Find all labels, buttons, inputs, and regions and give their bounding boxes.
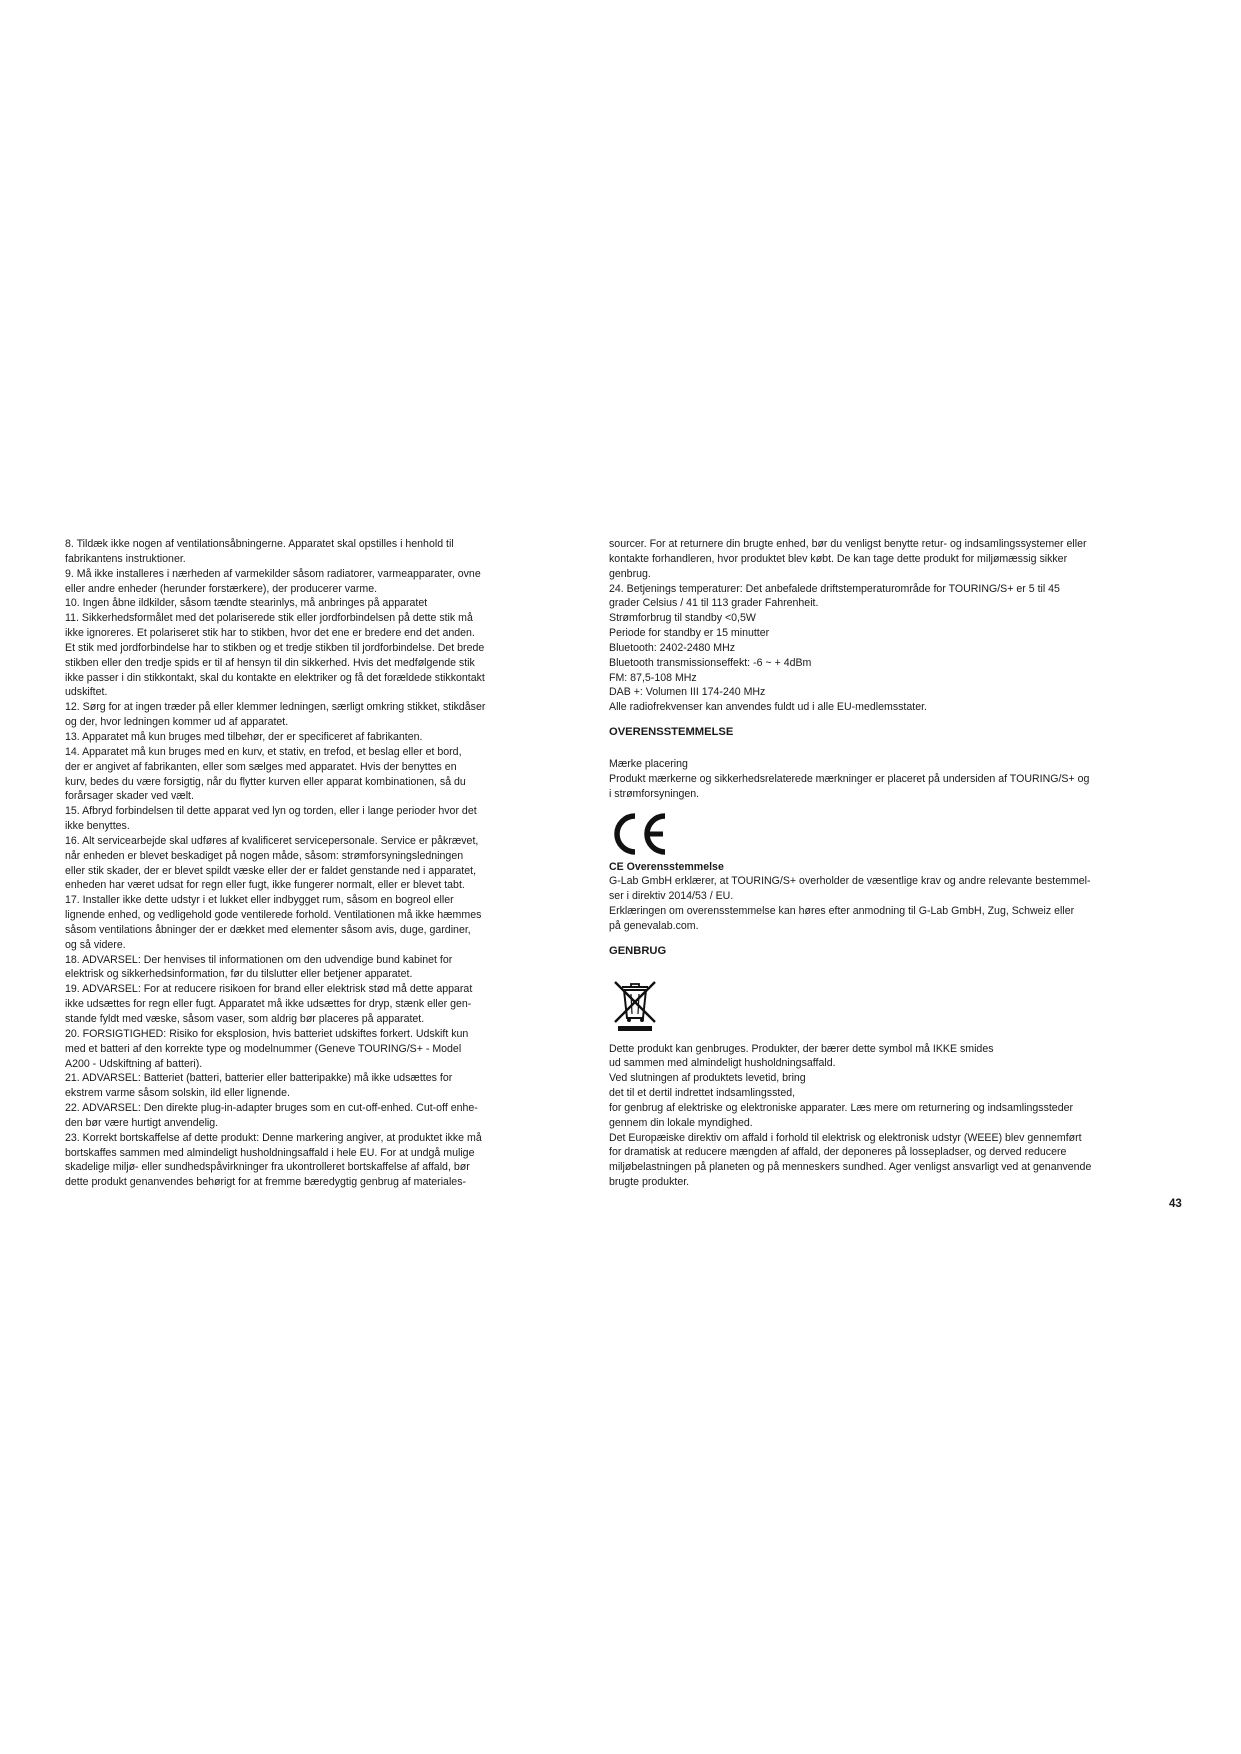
text-line: den bør være hurtigt anvendelig. bbox=[65, 1116, 219, 1129]
crossed-out-bin-icon bbox=[609, 976, 661, 1032]
text-line: skadelige miljø- eller sundhedspåvirkninger fra ukontrolleret bortskaffelse af affald, bør bbox=[65, 1161, 470, 1174]
text-line: Mærke placering bbox=[609, 757, 688, 770]
text-line: 13. Apparatet må kun bruges med tilbehør, der er specificeret af fabrikanten. bbox=[65, 730, 423, 743]
page-number: 43 bbox=[1169, 1198, 1182, 1210]
text-line: miljøbelastningen på planeten og på menneskers sundhed. Ager venligst ansvarligt ved at genanvende bbox=[609, 1161, 1092, 1174]
text-line: FM: 87,5-108 MHz bbox=[609, 671, 697, 684]
text-line: grader Celsius / 41 til 113 grader Fahrenheit. bbox=[609, 597, 819, 610]
text-line: 16. Alt servicearbejde skal udføres af kvalificeret servicepersonale. Service er påkrævet, bbox=[65, 834, 479, 847]
text-line: kontakte forhandleren, hvor produktet blev købt. De kan tage dette produkt for miljømæssig sikker bbox=[609, 552, 1068, 565]
text-line: 14. Apparatet må kun bruges med en kurv, et stativ, en trefod, et beslag eller et bord, bbox=[65, 745, 462, 758]
text-line: Strømforbrug til standby <0,5W bbox=[609, 612, 756, 625]
text-line: genbrug. bbox=[609, 567, 651, 580]
text-line: stande fyldt med væske, såsom vaser, som aldrig bør placeres på apparatet. bbox=[65, 1013, 425, 1025]
text-line: Erklæringen om overensstemmelse kan høres efter anmodning til G-Lab GmbH, Zug, Schweiz eller bbox=[609, 905, 1075, 918]
text-line: 22. ADVARSEL: Den direkte plug-in-adapter bruges som en cut-off-enhed. Cut-off enhe- bbox=[65, 1102, 478, 1115]
text-line: eller stik skader, der er blevet spildt væske eller der er faldet genstande ned i apparatet, bbox=[65, 864, 477, 877]
text-line: ser i direktiv 2014/53 / EU. bbox=[609, 890, 734, 903]
text-line: Ved slutningen af produktets levetid, bring bbox=[609, 1072, 806, 1085]
text-line: Det Europæiske direktiv om affald i forhold til elektrisk og elektronisk udstyr (WEEE) blev gennemført bbox=[609, 1131, 1082, 1144]
text-line: 15. Afbryd forbindelsen til dette apparat ved lyn og torden, eller i lange perioder hvor det bbox=[65, 805, 477, 818]
ce-conformity-heading: CE Overensstemmelse bbox=[609, 860, 724, 873]
right-text-column bbox=[609, 537, 1179, 1190]
text-line: ud sammen med almindeligt husholdningsaffald. bbox=[609, 1057, 836, 1070]
text-line: 11. Sikkerhedsformålet med det polariserede stik eller jordforbindelsen på dette stik må bbox=[65, 612, 473, 625]
text-line: stikben eller den tredje spids er til af hensyn til din sikkerhed. Hvis det medfølgende stik bbox=[65, 656, 475, 669]
text-line: ikke passer i din stikkontakt, skal du kontakte en elektriker og få det forældede stikkontakt bbox=[65, 671, 485, 684]
safety-instructions-list bbox=[65, 537, 562, 1190]
text-line: forårsager skader ved vælt. bbox=[65, 790, 194, 803]
text-line: kurv, bedes du være forsigtig, når du flytter kurven eller apparat kombinationen, så du bbox=[65, 775, 466, 788]
text-line: ikke ignoreres. Et polariseret stik har to stikben, hvor det ene er bredere end det anden. bbox=[65, 627, 475, 640]
text-line: 8. Tildæk ikke nogen af ventilationsåbningerne. Apparatet skal opstilles i henhold til bbox=[65, 538, 454, 550]
text-line: 21. ADVARSEL: Batteriet (batteri, batterier eller batteripakke) må ikke udsættes for bbox=[65, 1072, 453, 1085]
text-line: 12. Sørg for at ingen træder på eller klemmer ledningen, særligt omkring stikket, stikdåser bbox=[65, 701, 486, 714]
text-line: det til et dertil indrettet indsamlingssted, bbox=[609, 1087, 796, 1100]
ce-declaration-block bbox=[609, 874, 1179, 933]
text-line: når enheden er blevet beskadiget på nogen måde, såsom: strømforsyningsledningen bbox=[65, 849, 464, 862]
text-line: 18. ADVARSEL: Der henvises til informationen om den udvendige bund kabinet for bbox=[65, 953, 453, 966]
text-line: Periode for standby er 15 minutter bbox=[609, 627, 770, 640]
text-line: Produkt mærkerne og sikkerhedsrelaterede mærkninger er placeret på undersiden af TOURING/S+ og bbox=[609, 772, 1090, 785]
text-line: DAB +: Volumen III 174-240 MHz bbox=[609, 686, 766, 699]
text-line: 24. Betjenings temperaturer: Det anbefalede driftstemperaturområde for TOURING/S+ er 5 til 45 bbox=[609, 582, 1060, 595]
text-line: bortskaffes sammen med almindeligt husholdningsaffald i hele EU. For at undgå mulige bbox=[65, 1146, 475, 1159]
text-line: ikke udsættes for regn eller fugt. Apparatet må ikke udsættes for dryp, stænk eller gen- bbox=[65, 998, 472, 1011]
text-line: 17. Installer ikke dette udstyr i et lukket eller indbygget rum, såsom en bogreol eller bbox=[65, 894, 454, 907]
left-text-column bbox=[65, 537, 562, 1190]
text-line: ikke benyttes. bbox=[65, 820, 130, 833]
recycling-information-block bbox=[609, 1042, 1179, 1190]
text-line: med et batteri af den korrekte type og modelnummer (Geneve TOURING/S+ - Model bbox=[65, 1042, 462, 1055]
specifications-block bbox=[609, 537, 1179, 715]
text-line: 19. ADVARSEL: For at reducere risikoen for brand eller elektrisk stød må dette apparat bbox=[65, 983, 473, 996]
text-line: brugte produkter. bbox=[609, 1176, 690, 1189]
text-line: 23. Korrekt bortskaffelse af dette produkt: Denne markering angiver, at produktet ikke må bbox=[65, 1131, 482, 1144]
text-line: for dramatisk at reducere mængden af affald, der deponeres på lossepladser, og derved reducere bbox=[609, 1146, 1067, 1159]
text-line: A200 - Udskiftning af batteri). bbox=[65, 1057, 203, 1070]
text-line: enheden har været udsat for regn eller fugt, ikke fungerer normalt, eller er blevet tabt. bbox=[65, 879, 465, 892]
text-line: 10. Ingen åbne ildkilder, såsom tændte stearinlys, må anbringes på apparatet bbox=[65, 597, 428, 610]
text-line: Et stik med jordforbindelse har to stikben og et tredje stikben til jordforbindelse. Det brede bbox=[65, 641, 485, 654]
conformity-heading: OVERENSSTEMMELSE bbox=[609, 726, 734, 739]
text-line: såsom ventilations åbninger der er dækket med elementer såsom avis, duge, gardiner, bbox=[65, 923, 471, 936]
text-line: for genbrug af elektriske og elektroniske apparater. Læs mere om returnering og indsamlingssteder bbox=[609, 1101, 1074, 1114]
text-line: og så videre. bbox=[65, 938, 126, 951]
text-line: der er angivet af fabrikanten, eller som sælges med apparatet. Hvis der benyttes en bbox=[65, 760, 457, 773]
text-line: og der, hvor ledningen kommer ud af apparatet. bbox=[65, 716, 289, 729]
text-line: 20. FORSIGTIGHED: Risiko for eksplosion, hvis batteriet udskiftes forkert. Udskift kun bbox=[65, 1027, 469, 1040]
text-line: i strømforsyningen. bbox=[609, 787, 700, 800]
text-line: elektrisk og sikkerhedsinformation, før du tilslutter eller betjener apparatet. bbox=[65, 968, 413, 981]
ce-mark-icon bbox=[609, 810, 671, 858]
text-line: lignende enhed, og vedligehold gode ventilerede forhold. Ventilationen må ikke hæmmes bbox=[65, 909, 482, 922]
text-line: Dette produkt kan genbruges. Produkter, der bærer dette symbol må IKKE smides bbox=[609, 1042, 994, 1055]
text-line: dette produkt genanvendes behørigt for at fremme bæredygtig genbrug af materiales- bbox=[65, 1176, 467, 1189]
text-line: eller andre enheder (herunder forstærkere), der producerer varme. bbox=[65, 582, 378, 595]
text-line: gennem din lokale myndighed. bbox=[609, 1116, 753, 1129]
text-line: udskiftet. bbox=[65, 686, 108, 699]
text-line: Bluetooth: 2402-2480 MHz bbox=[609, 641, 736, 654]
text-line: sourcer. For at returnere din brugte enhed, bør du venligst benytte retur- og indsamlingssystemer eller bbox=[609, 538, 1087, 550]
text-line: fabrikantens instruktioner. bbox=[65, 552, 186, 565]
marking-placement-block bbox=[609, 757, 1179, 802]
text-line: G-Lab GmbH erklærer, at TOURING/S+ overholder de væsentlige krav og andre relevante bestemmel- bbox=[609, 875, 1091, 888]
text-line: 9. Må ikke installeres i nærheden af varmekilder såsom radiatorer, varmeapparater, ovne bbox=[65, 567, 481, 580]
text-line: Alle radiofrekvenser kan anvendes fuldt ud i alle EU-medlemsstater. bbox=[609, 701, 927, 714]
text-line: på genevalab.com. bbox=[609, 919, 699, 932]
text-line: ekstrem varme såsom solskin, ild eller lignende. bbox=[65, 1087, 290, 1100]
text-line: Bluetooth transmissionseffekt: -6 ~ + 4dBm bbox=[609, 656, 812, 669]
recycling-heading: GENBRUG bbox=[609, 944, 667, 957]
